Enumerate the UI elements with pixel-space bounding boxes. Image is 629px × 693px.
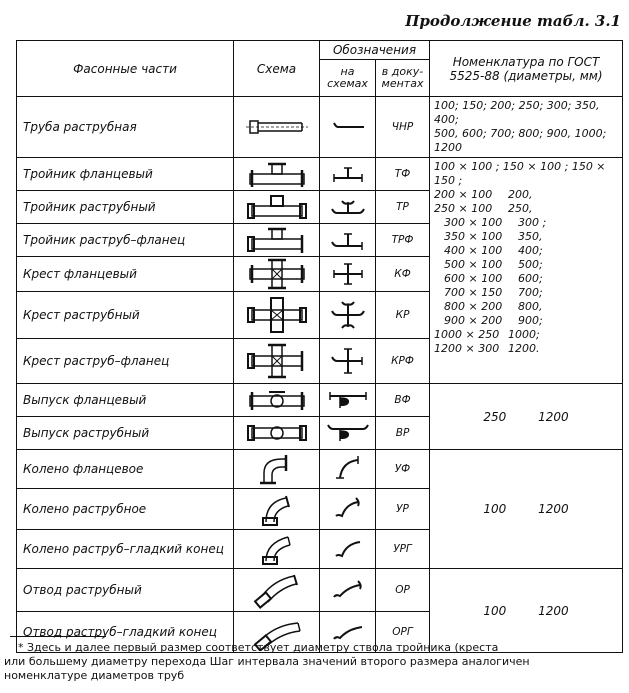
flanged-elbow-scheme-icon xyxy=(242,451,312,487)
nomenclature-pair xyxy=(434,216,618,230)
part-name: Колено раструб–гладкий конец xyxy=(17,530,234,569)
nomenclature-line: 100 × 100 ; 150 × 100 ; 150 × 150 ; xyxy=(434,160,606,187)
pair-size: 600 × 100 xyxy=(444,272,503,285)
part-code: КРФ xyxy=(376,339,430,384)
pair-diameter: 1000; xyxy=(508,328,540,341)
nomenclature-pair xyxy=(434,244,618,258)
part-code: ТРФ xyxy=(376,224,430,257)
symbol-cell xyxy=(320,450,376,489)
scheme-cell xyxy=(234,257,320,292)
socket-outlet-scheme-icon xyxy=(242,419,312,447)
socket-flange-cross-symbol-icon xyxy=(328,344,368,378)
nomenclature-pair xyxy=(434,230,618,244)
flanged-elbow-symbol-icon xyxy=(328,454,368,484)
part-name: Отвод раструбный xyxy=(17,569,234,612)
nomenclature-pair xyxy=(434,286,618,300)
symbol-cell xyxy=(320,158,376,191)
scheme-cell xyxy=(234,97,320,158)
nomenclature-pair xyxy=(434,342,618,356)
part-code: ТФ xyxy=(376,158,430,191)
pair-size: 1200 × 300 xyxy=(434,342,500,355)
scheme-cell xyxy=(234,489,320,530)
socket-flange-tee-symbol-icon xyxy=(328,228,368,252)
footnote-line: номенклатуре диаметров труб xyxy=(4,669,185,682)
pair-size: 900 × 200 xyxy=(444,314,503,327)
flanged-outlet-scheme-icon xyxy=(242,386,312,414)
pair-size: 800 × 200 xyxy=(444,300,503,313)
socket-flange-tee-scheme-icon xyxy=(242,225,312,255)
part-code: КФ xyxy=(376,257,430,292)
nomenclature-pair xyxy=(434,314,618,328)
pair-diameter: 800, xyxy=(518,300,543,313)
header-nomenclature: Номенклатура по ГОСТ 5525-88 (диаметры, мм) xyxy=(430,41,623,97)
flanged-cross-symbol-icon xyxy=(328,260,368,288)
part-name: Колено раструбное xyxy=(17,489,234,530)
symbol-cell xyxy=(320,339,376,384)
socket-bend-scheme-icon xyxy=(242,570,312,610)
part-name: Отвод раструб–гладкий конец xyxy=(17,612,234,653)
nomenclature-pair xyxy=(434,272,618,286)
socket-tee-scheme-icon xyxy=(242,192,312,222)
flanged-outlet-symbol-icon xyxy=(326,388,370,412)
footnote xyxy=(4,641,626,683)
pair-size: 350 × 100 xyxy=(444,230,503,243)
header-in-docs: в доку-ментах xyxy=(376,60,430,97)
part-name: Тройник раструб–фланец xyxy=(17,224,234,257)
part-name: Колено фланцевое xyxy=(17,450,234,489)
part-name: Труба раструбная xyxy=(17,97,234,158)
part-name: Крест раструб–фланец xyxy=(17,339,234,384)
socket-tee-symbol-icon xyxy=(328,195,368,219)
symbol-cell xyxy=(320,489,376,530)
pair-diameter: 350, xyxy=(518,230,543,243)
pair-diameter: 900; xyxy=(518,314,543,327)
nomenclature-bends: 100 1200 xyxy=(430,569,623,653)
nomenclature-elbows: 100 1200 xyxy=(430,450,623,569)
nomenclature-line: 500, 600; 700; 800; 900, 1000; 1200 xyxy=(434,127,607,154)
symbol-cell xyxy=(320,292,376,339)
symbol-cell xyxy=(320,417,376,450)
nomenclature-pair xyxy=(434,328,618,342)
footnote-line: * Здесь и далее первый размер соответствует диаметру ствола тройника (креста xyxy=(18,641,499,654)
socket-bend-symbol-icon xyxy=(328,575,368,605)
header-on-schemes: на схемах xyxy=(320,60,376,97)
footnote-line: или большему диаметру перехода Шаг интервала значений второго размера аналогичен xyxy=(4,655,530,668)
pair-size: 250 × 100 xyxy=(434,202,493,215)
flanged-tee-scheme-icon xyxy=(242,160,312,188)
pair-diameter: 400; xyxy=(518,244,543,257)
symbol-cell xyxy=(320,257,376,292)
socket-pipe-scheme-icon xyxy=(242,113,312,141)
part-code: КР xyxy=(376,292,430,339)
pair-size: 300 × 100 xyxy=(444,216,503,229)
pair-diameter: 600; xyxy=(518,272,543,285)
part-code: ОРГ xyxy=(376,612,430,653)
header-parts: Фасонные части xyxy=(17,41,234,97)
part-name: Крест фланцевый xyxy=(17,257,234,292)
scheme-cell xyxy=(234,292,320,339)
pair-diameter: 300 ; xyxy=(518,216,547,229)
fittings-table xyxy=(16,40,623,653)
pair-size: 700 × 150 xyxy=(444,286,503,299)
nomenclature-tees-crosses xyxy=(430,158,623,384)
nomenclature-pair xyxy=(434,188,618,202)
scheme-cell xyxy=(234,417,320,450)
header-scheme: Схема xyxy=(234,41,320,97)
pair-diameter: 1200. xyxy=(508,342,540,355)
nomenclature-pair xyxy=(434,258,618,272)
flanged-cross-scheme-icon xyxy=(242,257,312,291)
table-caption: Продолжение табл. 3.1 xyxy=(405,12,621,30)
part-name: Выпуск фланцевый xyxy=(17,384,234,417)
symbol-cell xyxy=(320,569,376,612)
socket-elbow-symbol-icon xyxy=(328,494,368,524)
scheme-cell xyxy=(234,530,320,569)
socket-elbow-scheme-icon xyxy=(242,490,312,528)
nomenclature-line: 100; 150; 200; 250; 300; 350, 400; xyxy=(434,99,600,126)
part-code: УРГ xyxy=(376,530,430,569)
part-code: ВФ xyxy=(376,384,430,417)
socket-spigot-elbow-symbol-icon xyxy=(328,534,368,564)
socket-cross-scheme-icon xyxy=(242,295,312,335)
scheme-cell xyxy=(234,224,320,257)
pair-size: 400 × 100 xyxy=(444,244,503,257)
pair-size: 500 × 100 xyxy=(444,258,503,271)
part-name: Тройник фланцевый xyxy=(17,158,234,191)
scheme-cell xyxy=(234,158,320,191)
symbol-cell xyxy=(320,530,376,569)
nomenclature-pair xyxy=(434,300,618,314)
part-code: ЧНР xyxy=(376,97,430,158)
scheme-cell xyxy=(234,191,320,224)
socket-cross-symbol-icon xyxy=(328,298,368,332)
symbol-cell xyxy=(320,97,376,158)
symbol-cell xyxy=(320,224,376,257)
pair-diameter: 200, xyxy=(508,188,533,201)
part-code: ОР xyxy=(376,569,430,612)
socket-outlet-symbol-icon xyxy=(326,421,370,445)
flanged-tee-symbol-icon xyxy=(328,164,368,184)
pair-size: 1000 × 250 xyxy=(434,328,500,341)
part-code: УР xyxy=(376,489,430,530)
nomenclature-outlets: 250 1200 xyxy=(430,384,623,450)
part-name: Тройник раструбный xyxy=(17,191,234,224)
socket-flange-cross-scheme-icon xyxy=(242,341,312,381)
scheme-cell xyxy=(234,569,320,612)
scheme-cell xyxy=(234,450,320,489)
pair-diameter: 500; xyxy=(518,258,543,271)
scheme-cell xyxy=(234,339,320,384)
symbol-cell xyxy=(320,384,376,417)
socket-pipe-symbol-icon xyxy=(328,117,368,137)
nomenclature-pairs xyxy=(434,188,618,356)
header-designations: Обозначения xyxy=(320,41,430,60)
nomenclature-pipe xyxy=(430,97,623,158)
scheme-cell xyxy=(234,384,320,417)
pair-diameter: 250, xyxy=(508,202,533,215)
nomenclature-pair xyxy=(434,202,618,216)
pair-size: 200 × 100 xyxy=(434,188,493,201)
part-code: ТР xyxy=(376,191,430,224)
part-code: УФ xyxy=(376,450,430,489)
pair-diameter: 700; xyxy=(518,286,543,299)
part-name: Выпуск раструбный xyxy=(17,417,234,450)
part-name: Крест раструбный xyxy=(17,292,234,339)
part-code: ВР xyxy=(376,417,430,450)
socket-spigot-elbow-scheme-icon xyxy=(242,531,312,567)
symbol-cell xyxy=(320,191,376,224)
footnote-divider xyxy=(10,636,106,637)
